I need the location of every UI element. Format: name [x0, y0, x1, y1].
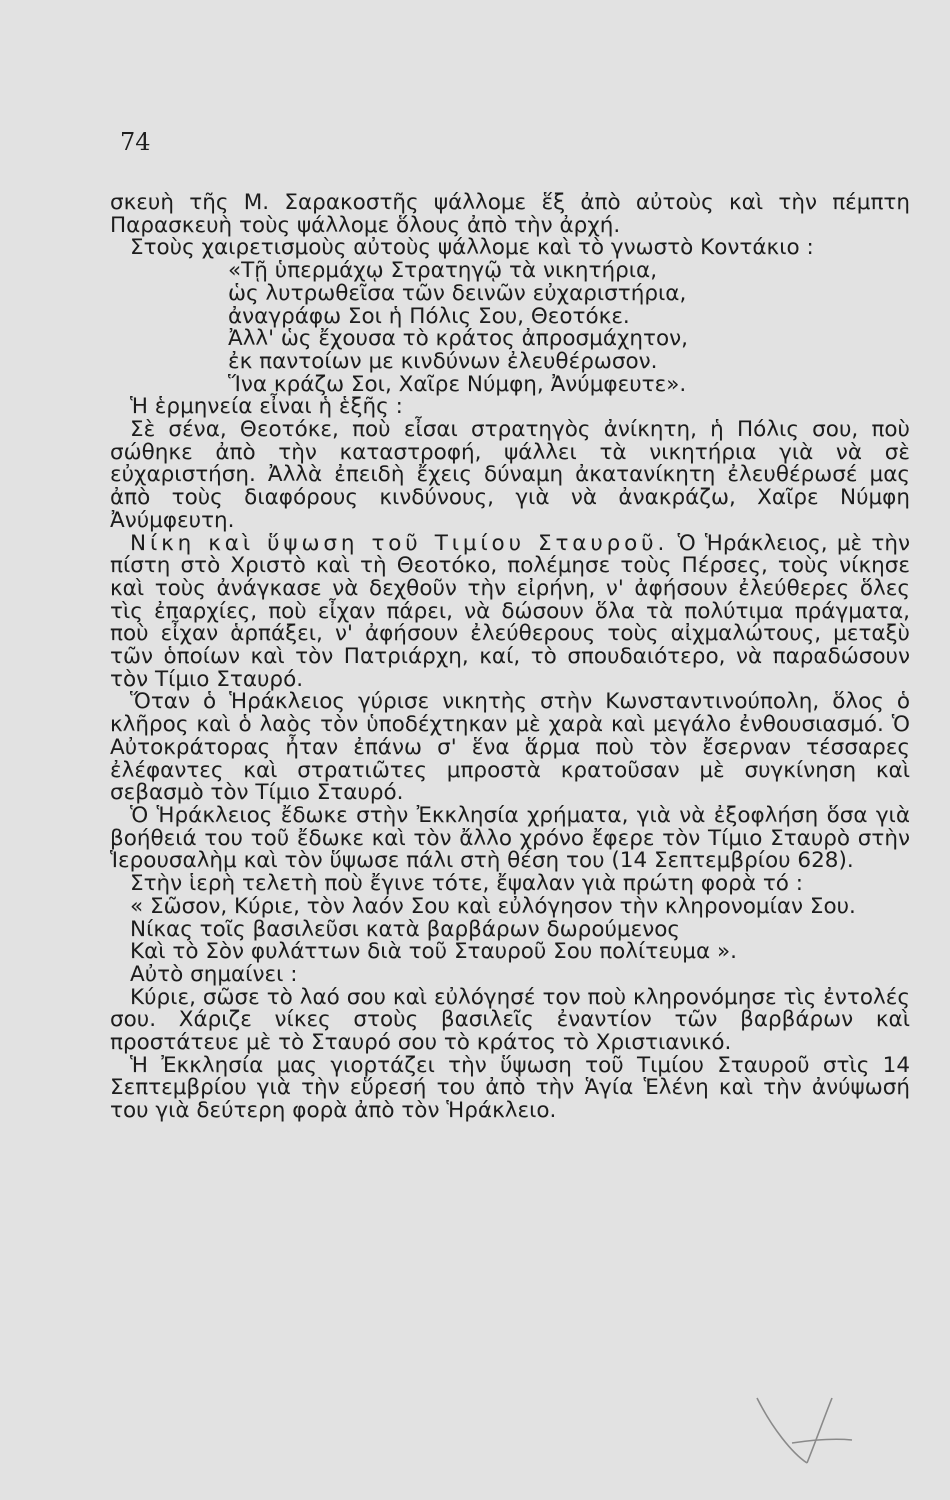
verse-line: ὡς λυτρωθεῖσα τῶν δεινῶν εὐχαριστήρια, [228, 280, 687, 306]
paragraph-jerusalem: Ὁ Ἡράκλειος ἔδωκε στὴν Ἐκκλησία χρήματα, γιὰ νὰ ἐξοφλήση ὅσα γιὰ βοήθειά του τοῦ ἔδωκε καὶ τὸν ἄλλο χρόνο ἔφερε τὸν Τίμιο Σταυρὸ στὴν Ἱερουσαλὴμ καὶ τὸν ὕψωσε πάλι στὴ θέση του (14 Σεπτεμβρίου 628). [110, 802, 910, 874]
section-heading: Νίκη καὶ ὕψωση τοῦ Τιμίου Σταυροῦ. [130, 530, 669, 556]
paragraph-feast: Ἡ Ἐκκλησία μας γιορτάζει τὴν ὕψωση τοῦ Τιμίου Σταυροῦ στὶς 14 Σεπτεμβρίου γιὰ τὴν εὕρεσή του ἀπὸ τὴν Ἁγία Ἑλένη καὶ τὴν ἀνύψωσή του γιὰ δεύτερη φορὰ ἀπὸ τὸν Ἡράκλειο. [110, 1052, 910, 1124]
paragraph-return: Ὅταν ὁ Ἡράκλειος γύρισε νικητὴς στὴν Κωνσταντινούπολη, ὅλος ὁ κλῆρος καὶ ὁ λαὸς τὸν ὑποδέχτηκαν μὲ χαρὰ καὶ μεγάλο ἐνθουσιασμό. Ὁ Αὐτοκράτορας ἦταν ἐπάνω σ' ἕνα ἅρμα ποὺ τὸν ἔσερναν τέσσαρες ἐλέφαντες καὶ στρατιῶτες μπροστὰ κρατοῦσαν μὲ συγκίνηση καὶ σεβασμὸ τὸν Τίμιο Σταυρό. [110, 689, 910, 806]
paragraph-meaning-intro: Αὐτὸ σημαίνει : [130, 961, 298, 987]
verse-line: Ἀλλ' ὡς ἔχουσα τὸ κράτος ἀπροσμάχητον, [228, 326, 688, 352]
verse-line: ἐκ παντοίων με κινδύνων ἐλευθέρωσον. [228, 348, 658, 374]
verse-line: Καὶ τὸ Σὸν φυλάττων διὰ τοῦ Σταυροῦ Σου πολίτευμα ». [130, 939, 737, 965]
paragraph-heraclius [110, 530, 910, 692]
paragraph-continuation: σκευὴ τῆς Μ. Σαρακοστῆς ψάλλομε ἕξ ἀπὸ αὐτοὺς καὶ τὴν πέμπτη Παρασκευὴ τοὺς ψάλλομε ὅλους ἀπὸ τὴν ἀρχή. [110, 190, 910, 238]
body-text [110, 192, 910, 1123]
verse-line: Νίκας τοῖς βασιλεῦσι κατὰ βαρβάρων δωρούμενος [130, 916, 681, 942]
paragraph-interpretation-intro: Ἡ ἑρμηνεία εἶναι ἡ ἑξῆς : [130, 394, 403, 420]
paragraph-kontakion-intro: Στοὺς χαιρετισμοὺς αὐτοὺς ψάλλομε καὶ τὸ γνωστὸ Κοντάκιο : [130, 235, 814, 261]
verse-line: ἀναγράφω Σοι ἡ Πόλις Σου, Θεοτόκε. [228, 303, 630, 329]
verse-line: Ἵνα κράζω Σοι, Χαῖρε Νύμφη, Ἀνύμφευτε». [228, 371, 687, 397]
troparion-verse [110, 893, 910, 965]
page-number: 74 [120, 128, 151, 156]
heraclius-text: Ὁ Ἡράκλειος, μὲ τὴν πίστη στὸ Χριστὸ καὶ τὴ Θεοτόκο, πολέμησε τοὺς Πέρσες, τοὺς νίκησε καὶ τοὺς ἀνάγκασε νὰ δεχθοῦν τὴν εἰρήνη, ν' ἀφήσουν ἐλεύθερες ὅλες τὶς ἐπαρχίες, ποὺ εἶχαν πάρει, νὰ δώσουν ὅλα τὰ πολύτιμα πράγματα, ποὺ εἶχαν ἁρπάξει, ν' ἀφήσουν ἐλεύθερους τοὺς αἰχμαλώτους, μεταξὺ τῶν ὁποίων καὶ τὸν Πατριάρχη, καί, τὸ σπουδαιότερο, νὰ παραδώσουν τὸν Τίμιο Σταυρό. [110, 530, 910, 692]
verse-line: «Τῇ ὑπερμάχῳ Στρατηγῷ τὰ νικητήρια, [228, 258, 658, 284]
paragraph-interpretation: Σὲ σένα, Θεοτόκε, ποὺ εἶσαι στρατηγὸς ἀνίκητη, ἡ Πόλις σου, ποὺ σώθηκε ἀπὸ τὴν καταστροφή, ψάλλει τὰ νικητήρια γιὰ νὰ σὲ εὐχαριστήση. Ἀλλὰ ἐπειδὴ ἔχεις δύναμη ἀκατανίκητη ἐλευθέρωσέ μας ἀπὸ τοὺς διαφόρους κινδύνους, γιὰ νὰ ἀνακράζω, Χαῖρε Νύμφη Ἀνύμφευτη. [110, 417, 910, 533]
verse-line: « Σῶσον, Κύριε, τὸν λαόν Σου καὶ εὐλόγησον τὴν κληρονομίαν Σου. [130, 893, 856, 919]
paragraph-meaning: Κύριε, σῶσε τὸ λαό σου καὶ εὐλόγησέ τον ποὺ κληρονόμησε τὶς ἐντολές σου. Χάριζε νίκες στοὺς βασιλεῖς ἐναντίον τῶν βαρβάρων καὶ προστάτευε μὲ τὸ Σταυρό σου τὸ κράτος τὸ Χριστιανικό. [110, 984, 910, 1056]
kontakion-verse [110, 260, 910, 396]
paragraph-ceremony: Στὴν ἱερὴ τελετὴ ποὺ ἔγινε τότε, ἔψαλαν γιὰ πρώτη φορὰ τό : [130, 871, 803, 897]
pencil-mark [752, 1368, 862, 1478]
